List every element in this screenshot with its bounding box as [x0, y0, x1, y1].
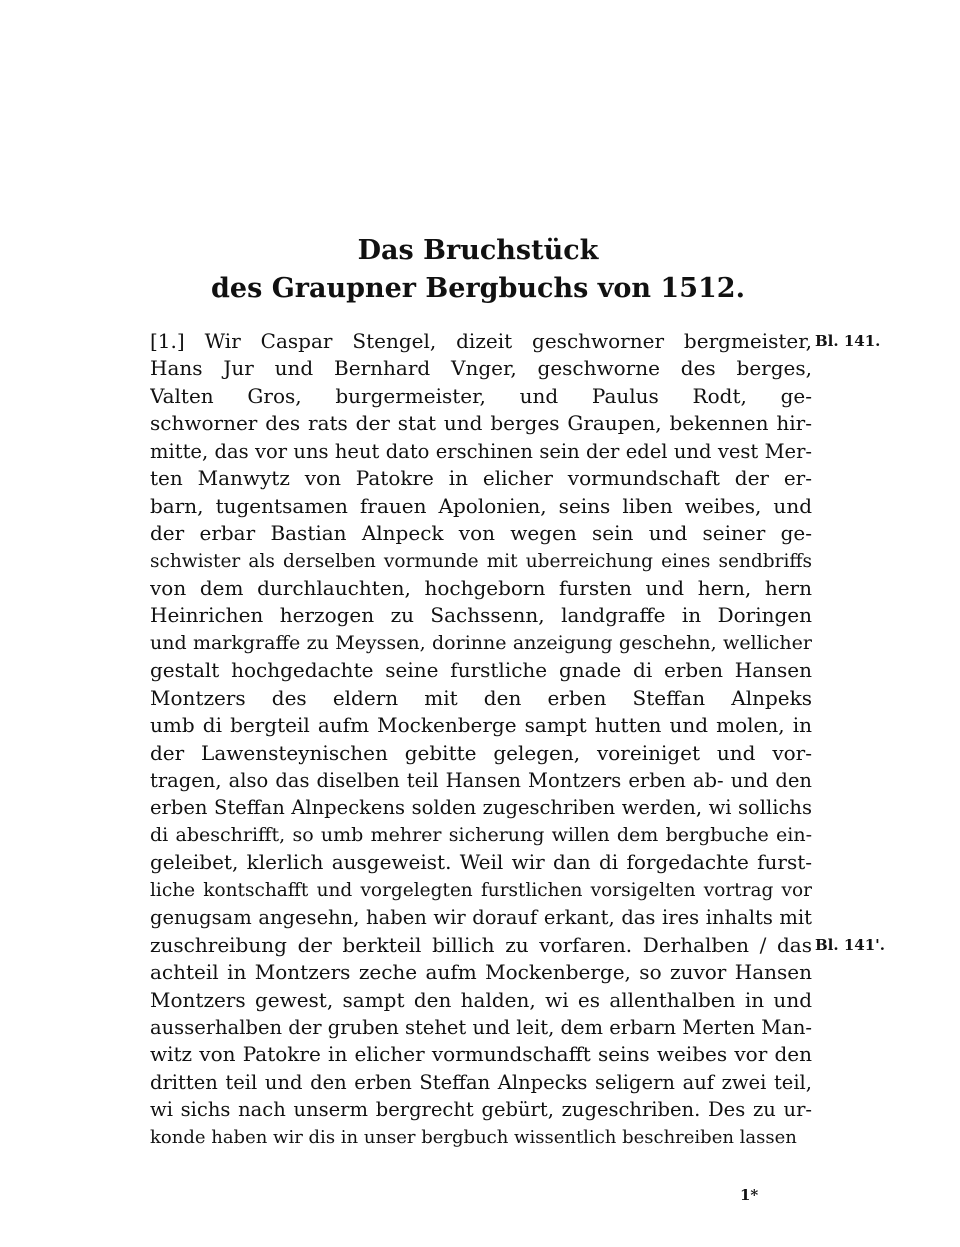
text-line: di abeschrifft, so umb mehrer sicherung willen dem bergbuche ein- [150, 823, 812, 846]
text-line: und markgraffe zu Meyssen, dorinne anzeigung geschehn, wellicher [150, 631, 812, 654]
text-line: tragen, also das diselben teil Hansen Montzers erben ab- und den [150, 769, 812, 792]
title-line-2: des Graupner Bergbuchs von 1512. [211, 273, 745, 304]
text-line: erben Steffan Alnpeckens solden zugeschriben werden, wi sollichs [150, 796, 812, 820]
text-line: liche kontschafft und vorgelegten furstlichen vorsigelten vortrag vor [150, 879, 812, 901]
text-line: schworner des rats der stat und berges Graupen, bekennen hir- [150, 411, 812, 436]
text-line: witz von Patokre in elicher vormundschafft seins weibes vor den [150, 1042, 812, 1067]
text-line: genugsam angesehn, haben wir dorauf erkant, das ires inhalts mit [150, 906, 812, 930]
text-line: schwister als derselben vormunde mit uberreichung eines sendbriffs [150, 550, 812, 572]
margin-note: Bl. 141. [815, 332, 881, 350]
text-line: geleibet, klerlich ausgeweist. Weil wir dan di forgedachte furst- [150, 850, 812, 875]
text-line: Valten Gros, burgermeister, und Paulus Rodt, ge- [150, 383, 812, 408]
text-line: achteil in Montzers zeche aufm Mockenberge, so zuvor Hansen [150, 960, 812, 985]
text-line: zuschreibung der berkteil billich zu vorfaren. Derhalben / das [150, 932, 812, 957]
text-line: ausserhalben der gruben stehet und leit, dem erbarn Merten Man- [150, 1015, 812, 1039]
text-line: [1.] Wir Caspar Stengel, dizeit geschworner bergmeister, [150, 329, 812, 353]
text-line: von dem durchlauchten, hochgeborn fursten und hern, hern [150, 575, 812, 600]
text-line: der erbar Bastian Alnpeck von wegen sein und seiner ge- [150, 521, 812, 546]
page-title [150, 232, 806, 308]
body-text [150, 328, 812, 1151]
text-line: Montzers gewest, sampt den halden, wi es allenthalben in und [150, 987, 812, 1012]
page-number: 1* [740, 1186, 759, 1204]
text-line: gestalt hochgedachte seine furstliche gnade di erben Hansen [150, 658, 812, 683]
text-line: der Lawensteynischen gebitte gelegen, voreiniget und vor- [150, 740, 812, 765]
text-line: mitte, das vor uns heut dato erschinen sein der edel und vest Mer- [150, 439, 812, 463]
text-line: Hans Jur und Bernhard Vnger, geschworne des berges, [150, 356, 812, 381]
text-line: dritten teil und den erben Steffan Alnpecks seligern auf zwei teil, [150, 1070, 812, 1094]
text-line: ten Manwytz von Patokre in elicher vormundschaft der er- [150, 466, 812, 491]
text-line: Heinrichen herzogen zu Sachssenn, landgraffe in Doringen [150, 603, 812, 628]
text-line: barn, tugentsamen frauen Apolonien, seins liben weibes, und [150, 493, 812, 518]
text-line: wi sichs nach unserm bergrecht gebürt, zugeschriben. Des zu ur- [150, 1098, 812, 1122]
text-line: Montzers des eldern mit den erben Steffan Alnpeks [150, 685, 812, 710]
margin-note: Bl. 141'. [815, 935, 885, 954]
text-line: umb di bergteil aufm Mockenberge sampt hutten und molen, in [150, 713, 812, 738]
text-line: konde haben wir dis in unser bergbuch wissentlich beschreiben lassen [150, 1126, 797, 1148]
title-line-1: Das Bruchstück [357, 235, 599, 266]
